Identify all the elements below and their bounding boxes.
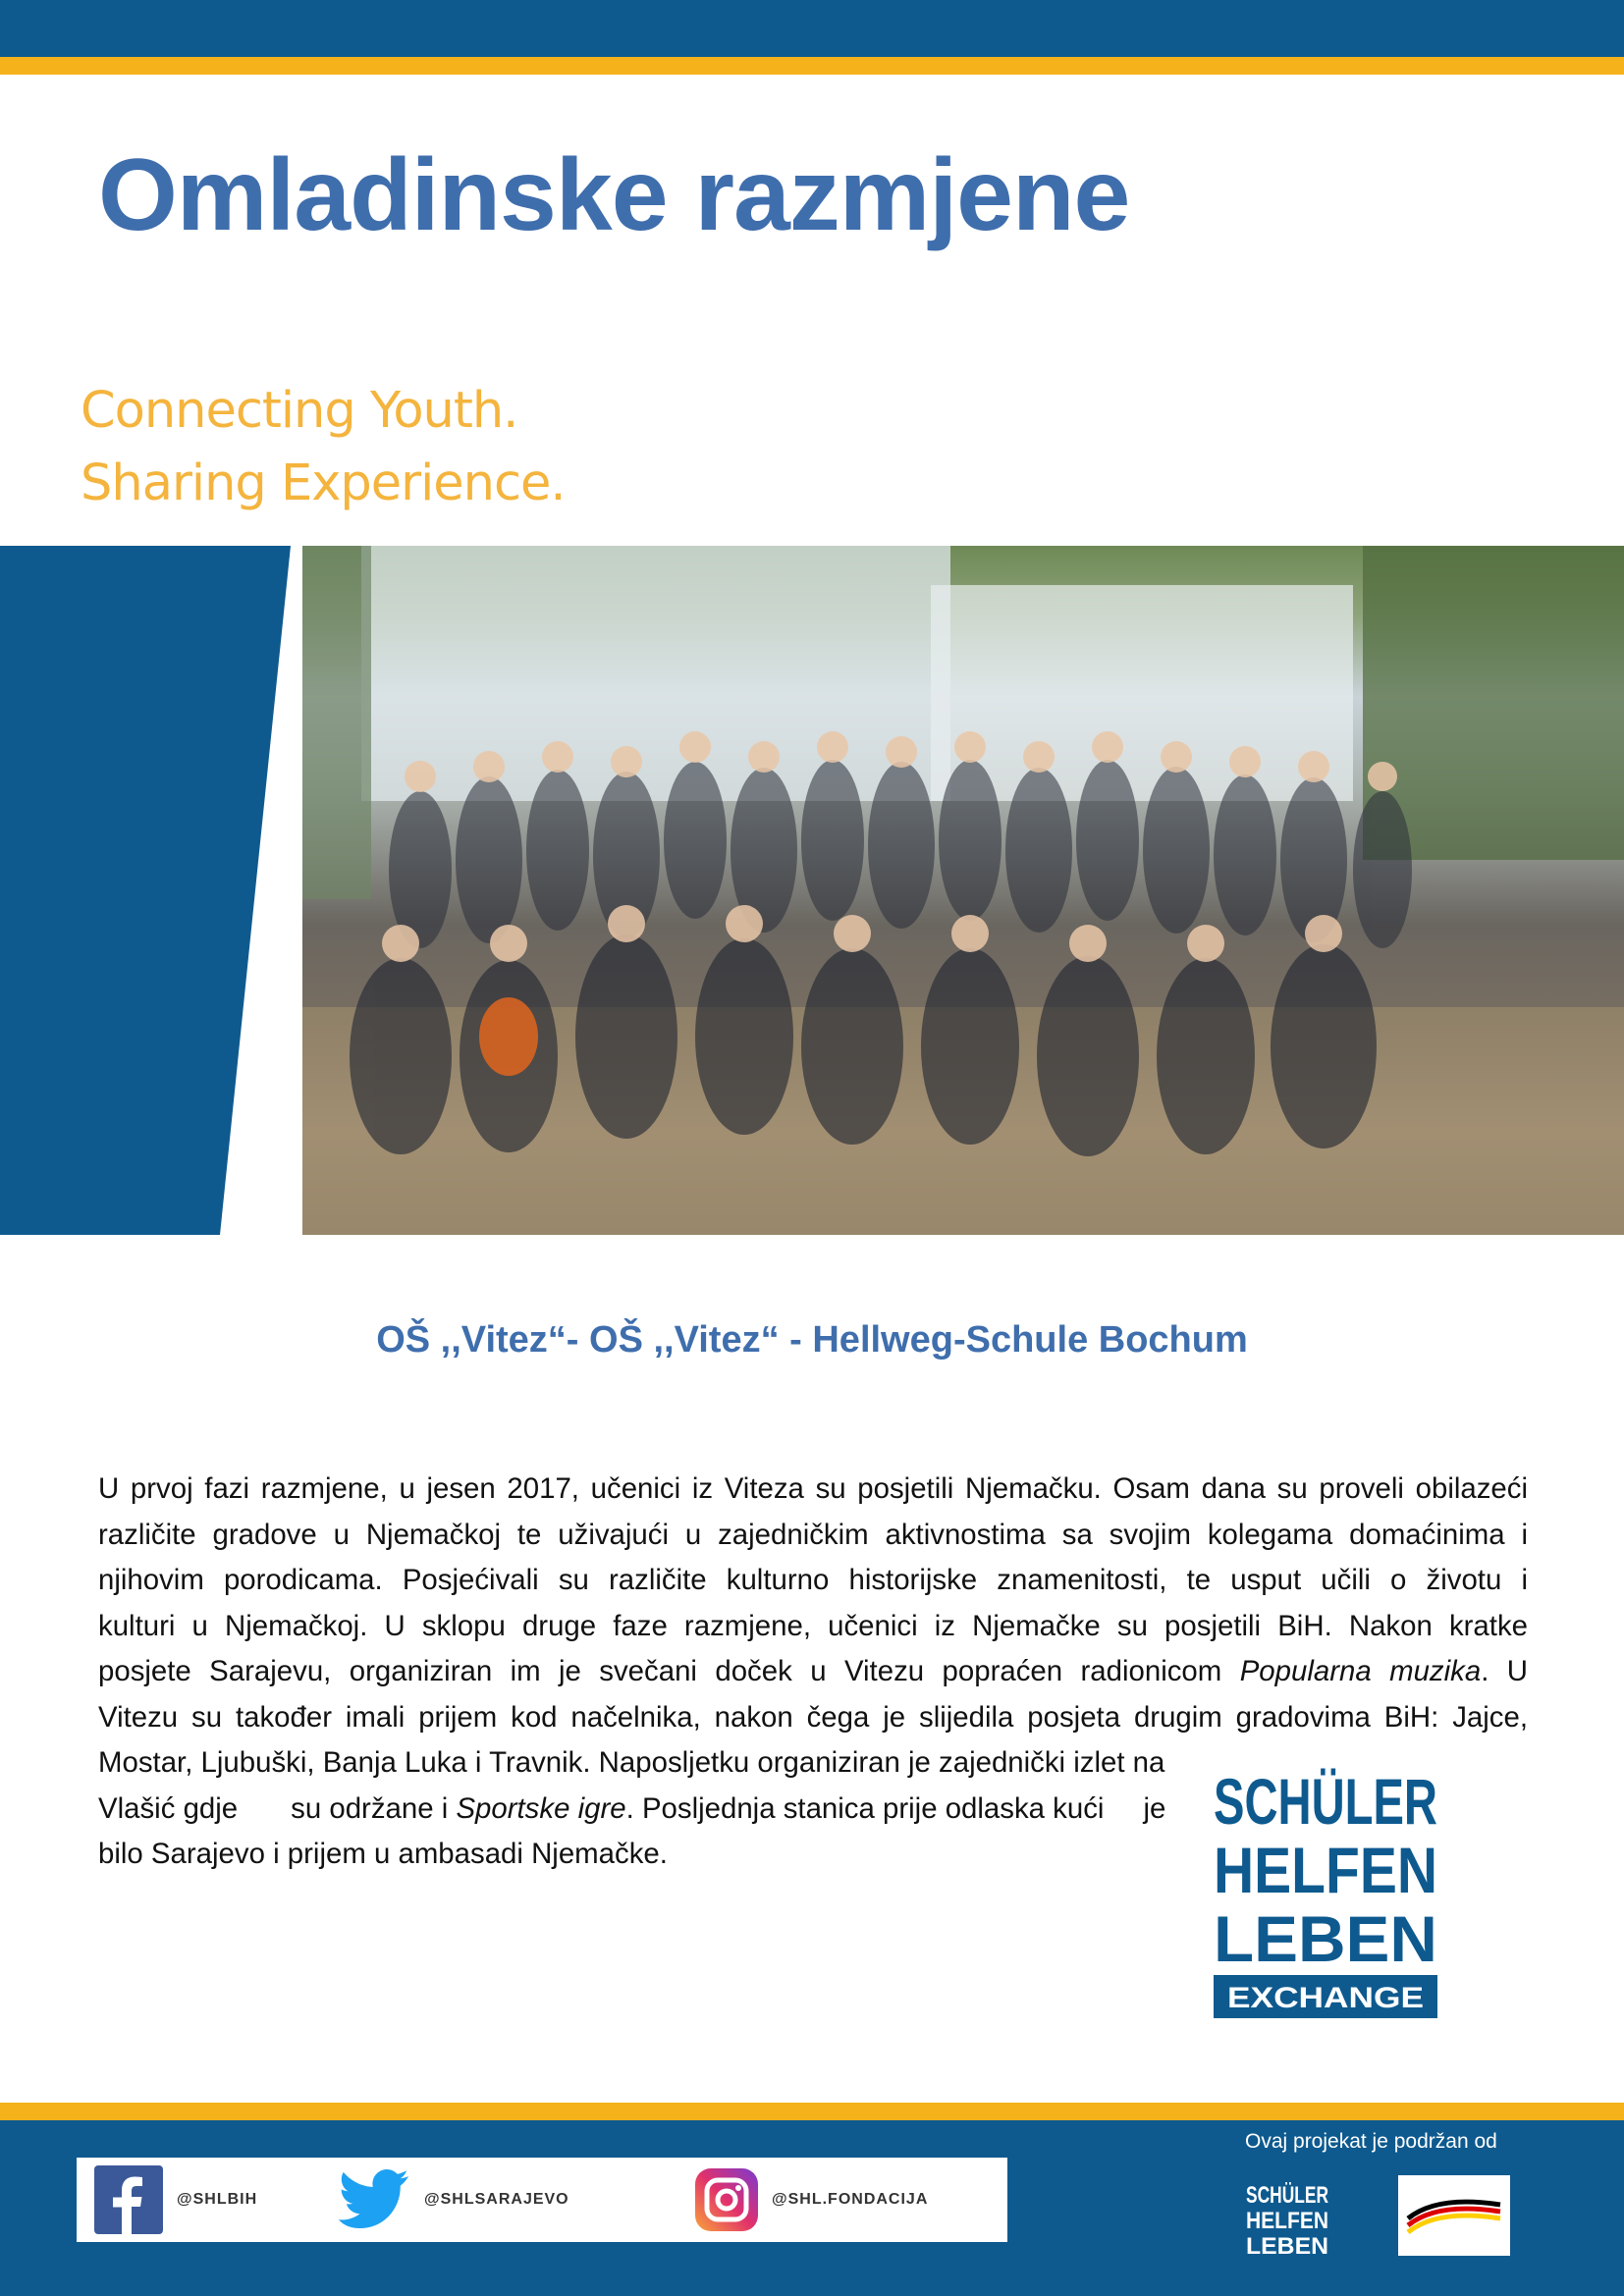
support-text: Ovaj projekat je podržan od — [1245, 2130, 1497, 2153]
instagram-link[interactable] — [695, 2158, 928, 2242]
facebook-handle: @SHLBIH — [177, 2191, 258, 2208]
body-line-1: U prvoj fazi razmjene, u jesen 2017, učenici iz Viteza su posjetili Njemačku. Osam dana su proveli obilazeći — [98, 1472, 1528, 1505]
instagram-handle: @SHL.FONDACIJA — [772, 2191, 929, 2208]
logo-line-4: EXCHANGE — [1227, 1982, 1424, 2014]
german-flag-icon — [1398, 2175, 1510, 2256]
facebook-link[interactable] — [94, 2158, 257, 2242]
top-gold-stripe — [0, 57, 1624, 75]
exchange-subtitle: OŠ ,,Vitez“- OŠ ,,Vitez“ - Hellweg-Schule Bochum — [376, 1319, 1248, 1361]
twitter-icon — [338, 2169, 410, 2230]
logo-line-3: LEBEN — [1214, 1902, 1437, 1975]
body-line-8-b: su održane i — [291, 1791, 449, 1825]
group-photo-illustration — [302, 546, 1624, 1235]
social-links-box — [77, 2158, 1007, 2242]
body-line-7: Mostar, Ljubuški, Banja Luka i Travnik. Naposljetku organiziran je zajednički izlet na — [98, 1746, 1165, 1779]
tagline — [81, 375, 566, 520]
body-line-5-text: posjete Sarajevu, organiziran im je svečani doček u Vitezu popraćen radionicom — [98, 1655, 1222, 1687]
small-logo-line-1: SCHÜLER — [1246, 2182, 1328, 2209]
page-title: Omladinske razmjene — [98, 138, 1130, 252]
sports-games: Sportske igre — [456, 1791, 626, 1825]
bottom-gold-stripe — [0, 2103, 1624, 2120]
logo-line-2: HELFEN — [1214, 1834, 1437, 1906]
schueler-helfen-leben-small-logo — [1243, 2177, 1331, 2262]
workshop-name: Popularna muzika — [1239, 1655, 1482, 1687]
body-line-8-a: Vlašić gdje — [98, 1791, 239, 1825]
top-blue-band — [0, 0, 1624, 57]
small-logo-line-2: HELFEN — [1246, 2208, 1328, 2234]
body-line-2: različite gradove u Njemačkoj te uživajući u zajedničkim aktivnostima sa svojim kolegama domaćinima i — [98, 1518, 1528, 1551]
body-line-3: njihovim porodicama. Posjećivali su različite kulturno historijske znamenitosti, te usput učili o životu i — [98, 1564, 1528, 1596]
body-line-9: bilo Sarajevo i prijem u ambasadi Njemačke. — [98, 1838, 668, 1870]
facebook-icon — [94, 2165, 163, 2234]
tagline-line-2: Sharing Experience. — [81, 454, 566, 512]
body-line-8-e: je — [1143, 1791, 1166, 1825]
body-line-5 — [98, 1649, 1528, 1695]
twitter-link[interactable] — [338, 2158, 569, 2242]
tagline-line-1: Connecting Youth. — [81, 382, 518, 440]
small-logo-line-3: LEBEN — [1246, 2233, 1328, 2260]
body-line-5-end: . U — [1481, 1655, 1529, 1687]
group-photo — [302, 546, 1624, 1235]
schueler-helfen-leben-exchange-logo — [1210, 1763, 1441, 2038]
body-line-4: kulturi u Njemačkoj. U sklopu druge faze razmjene, učenici iz Njemačke su posjetili BiH. Nakon kratke — [98, 1609, 1528, 1642]
body-line-8-d: . Posljednja stanica prije odlaska kući — [625, 1791, 1105, 1825]
instagram-icon — [695, 2168, 758, 2231]
twitter-handle: @SHLSARAJEVO — [424, 2191, 569, 2208]
logo-line-1: SCHÜLER — [1214, 1765, 1437, 1838]
left-blue-panel — [0, 546, 295, 1235]
giz-logo — [1398, 2175, 1510, 2256]
body-line-6: Vitezu su također imali prijem kod načelnika, nakon čega je slijedila posjeta drugim gradovima BiH: Jajce, — [98, 1700, 1528, 1734]
